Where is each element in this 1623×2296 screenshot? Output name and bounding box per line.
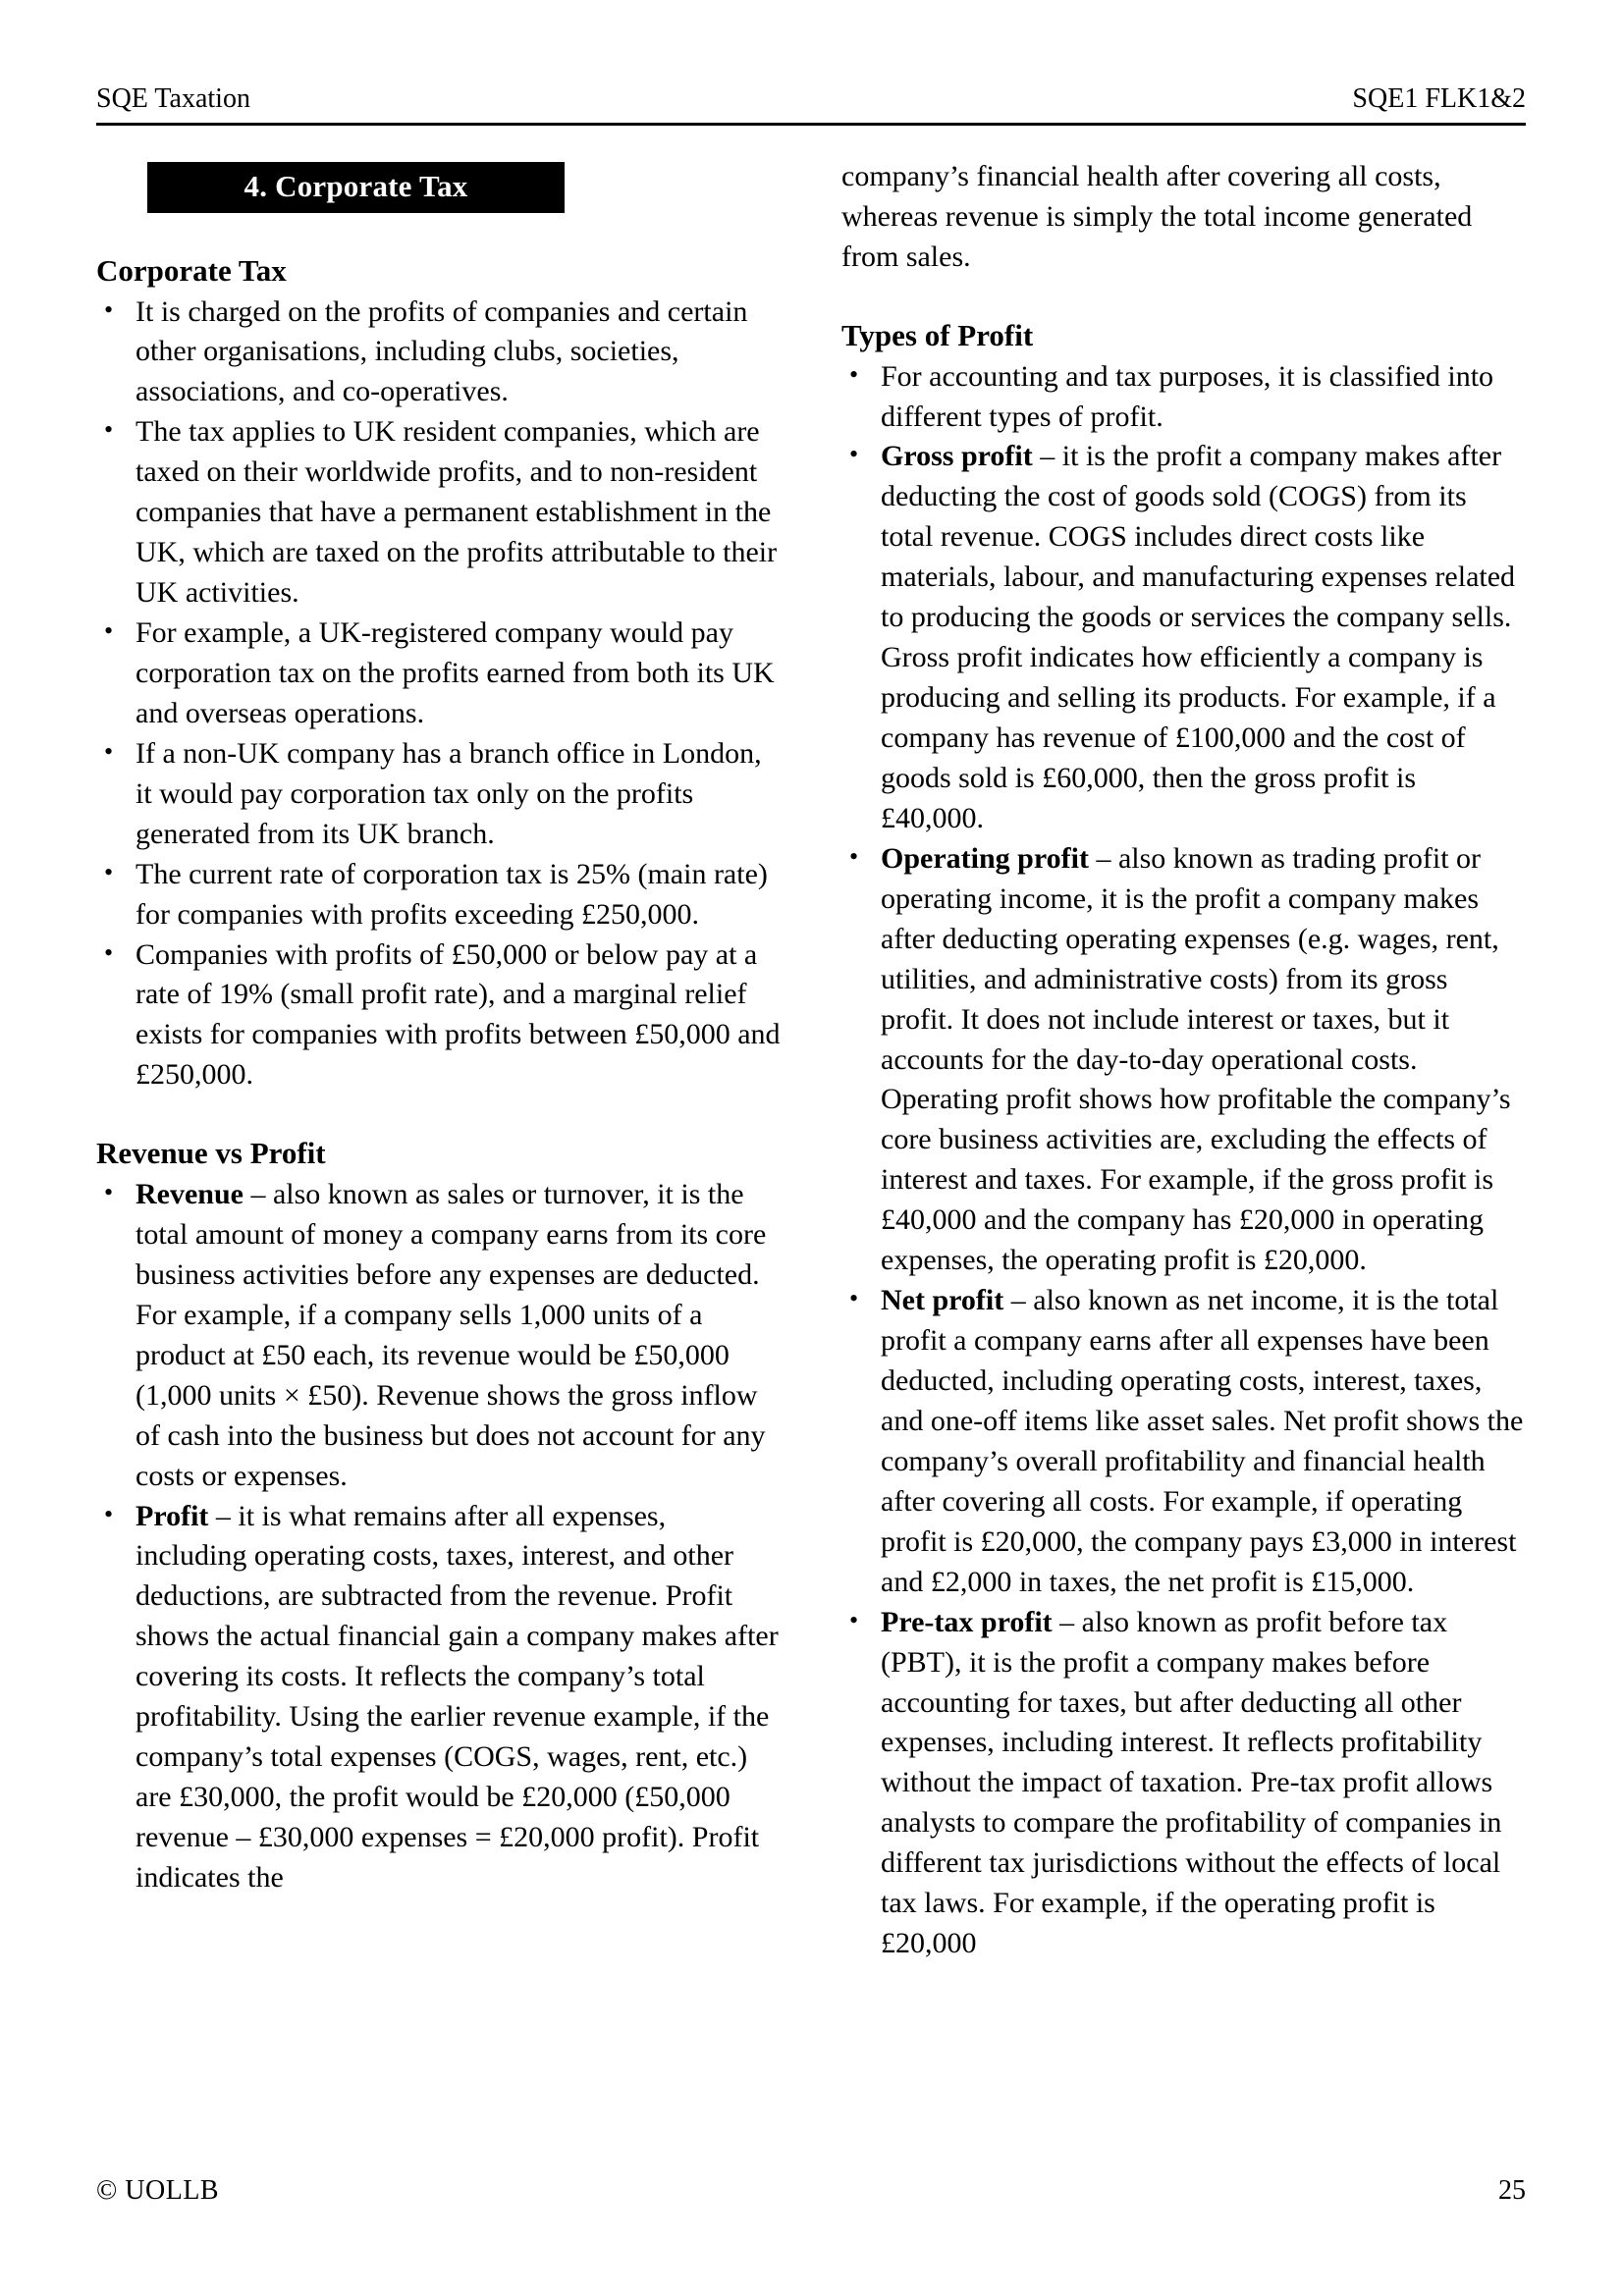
heading-revenue-vs-profit: Revenue vs Profit	[96, 1136, 326, 1171]
bullet-text: – also known as profit before tax (PBT), it is the profit a company makes before accounting for taxes, but after deducting all other expenses, including interest. It reflects profitability without the impact of taxation. Pre-tax profit allows analysts to compare the profitability of companies in different tax jurisdictions without the effects of local tax laws. For example, if the operating profit is £20,000	[881, 1605, 1502, 1960]
list-item	[96, 614, 781, 734]
term-lead: Operating profit	[881, 841, 1089, 875]
footer-page-number: 25	[1498, 2175, 1526, 2206]
heading-corporate-tax: Corporate Tax	[96, 252, 287, 288]
header-rule	[96, 123, 1526, 126]
bullet-text: For example, a UK-registered company would pay corporation tax on the profits earned from both its UK and overseas operations.	[135, 616, 775, 729]
page-footer	[96, 2174, 1526, 2208]
term-lead: Gross profit	[881, 440, 1033, 473]
header-right-title: SQE1 FLK1&2	[1352, 83, 1526, 114]
list-item	[841, 1603, 1526, 1964]
bullet-text: – it is what remains after all expenses, including operating costs, taxes, interest, and other deductions, are subtracted from the revenue. Profit shows the actual financial gain a company makes after covering its costs. It reflects the company’s total profitability. Using the earlier revenue example, if the company’s total expenses (COGS, wages, rent, etc.) are £30,000, the profit would be £20,000 (£50,000 revenue – £30,000 expenses = £20,000 profit). Profit indicates the	[135, 1499, 779, 1894]
bullet-text: – it is the profit a company makes after deducting the cost of goods sold (COGS) from its total revenue. COGS includes direct costs like materials, labour, and manufacturing expenses related to producing the goods or services the company sells. Gross profit indicates how efficiently a company is producing and selling its products. For example, if a company has revenue of £100,000 and the cost of goods sold is £60,000, then the gross profit is £40,000.	[881, 440, 1516, 834]
two-column-body	[96, 157, 1526, 1964]
list-item	[96, 935, 781, 1096]
term-lead: Profit	[135, 1499, 209, 1532]
bullet-text: – also known as sales or turnover, it is the total amount of money a company earns from its core business activities before any expenses are deducted. For example, if a company sells 1,000 units of a product at £50 each, its revenue would be £50,000 (1,000 units × £50). Revenue shows the gross inflow of cash into the business but does not account for any costs or expenses.	[135, 1178, 767, 1492]
list-item	[96, 293, 781, 413]
list-item	[841, 839, 1526, 1281]
bullet-text: – also known as trading profit or operating income, it is the profit a company makes after deducting operating expenses (e.g. wages, rent, utilities, and administrative costs) from its gross profit. It does not include interest or taxes, but it accounts for the day-to-day operational costs. Operating profit shows how profitable the company’s core business activities are, excluding the effects of interest and taxes. For example, if the gross profit is £40,000 and the company has £20,000 in operating expenses, the operating profit is £20,000.	[881, 841, 1511, 1277]
list-item	[841, 357, 1526, 438]
list-item	[841, 437, 1526, 838]
bullet-text: The current rate of corporation tax is 25% (main rate) for companies with profits exceeding £250,000.	[135, 857, 768, 931]
bullet-text: The tax applies to UK resident companies, which are taxed on their worldwide profits, and to non-resident companies that have a permanent establishment in the UK, which are taxed on the profits attributable to their UK activities.	[135, 415, 778, 610]
bullet-text: Companies with profits of £50,000 or below pay at a rate of 19% (small profit rate), and a marginal relief exists for companies with profits between £50,000 and £250,000.	[135, 937, 781, 1092]
bullet-text: It is charged on the profits of companies and certain other organisations, including clubs, societies, associations, and co-operatives.	[135, 294, 748, 408]
paragraph-continuation: company’s financial health after covering all costs, whereas revenue is simply the total income generated from sales.	[841, 160, 1473, 273]
list-item	[96, 412, 781, 614]
bullet-text: For accounting and tax purposes, it is classified into different types of profit.	[881, 359, 1494, 433]
bullet-list-revenue-vs-profit	[96, 1175, 781, 1898]
list-item	[96, 1175, 781, 1497]
list-item	[96, 734, 781, 855]
bullet-list-types-of-profit	[841, 357, 1526, 1965]
left-column	[96, 157, 781, 1964]
list-item	[96, 855, 781, 935]
heading-types-of-profit: Types of Profit	[841, 317, 1034, 352]
term-lead: Net profit	[881, 1284, 1004, 1317]
bullet-text: – also known as net income, it is the total profit a company earns after all expenses have been deducted, including operating costs, interest, taxes, and one-off items like asset sales. Net profit shows the company’s overall profitability and financial health after covering all costs. For example, if operating profit is £20,000, the company pays £3,000 in interest and £2,000 in taxes, the net profit is £15,000.	[881, 1284, 1524, 1598]
header-left-title: SQE Taxation	[96, 83, 250, 114]
running-header	[96, 82, 1526, 116]
chapter-banner: 4. Corporate Tax	[147, 162, 565, 213]
list-item	[96, 1497, 781, 1898]
term-lead: Revenue	[135, 1178, 243, 1210]
list-item	[841, 1281, 1526, 1603]
bullet-text: If a non-UK company has a branch office in London, it would pay corporation tax only on the profits generated from its UK branch.	[135, 736, 762, 850]
term-lead: Pre-tax profit	[881, 1605, 1053, 1638]
bullet-list-corporate-tax	[96, 293, 781, 1096]
footer-copyright: © UOLLB	[96, 2175, 220, 2206]
right-column	[841, 157, 1526, 1964]
